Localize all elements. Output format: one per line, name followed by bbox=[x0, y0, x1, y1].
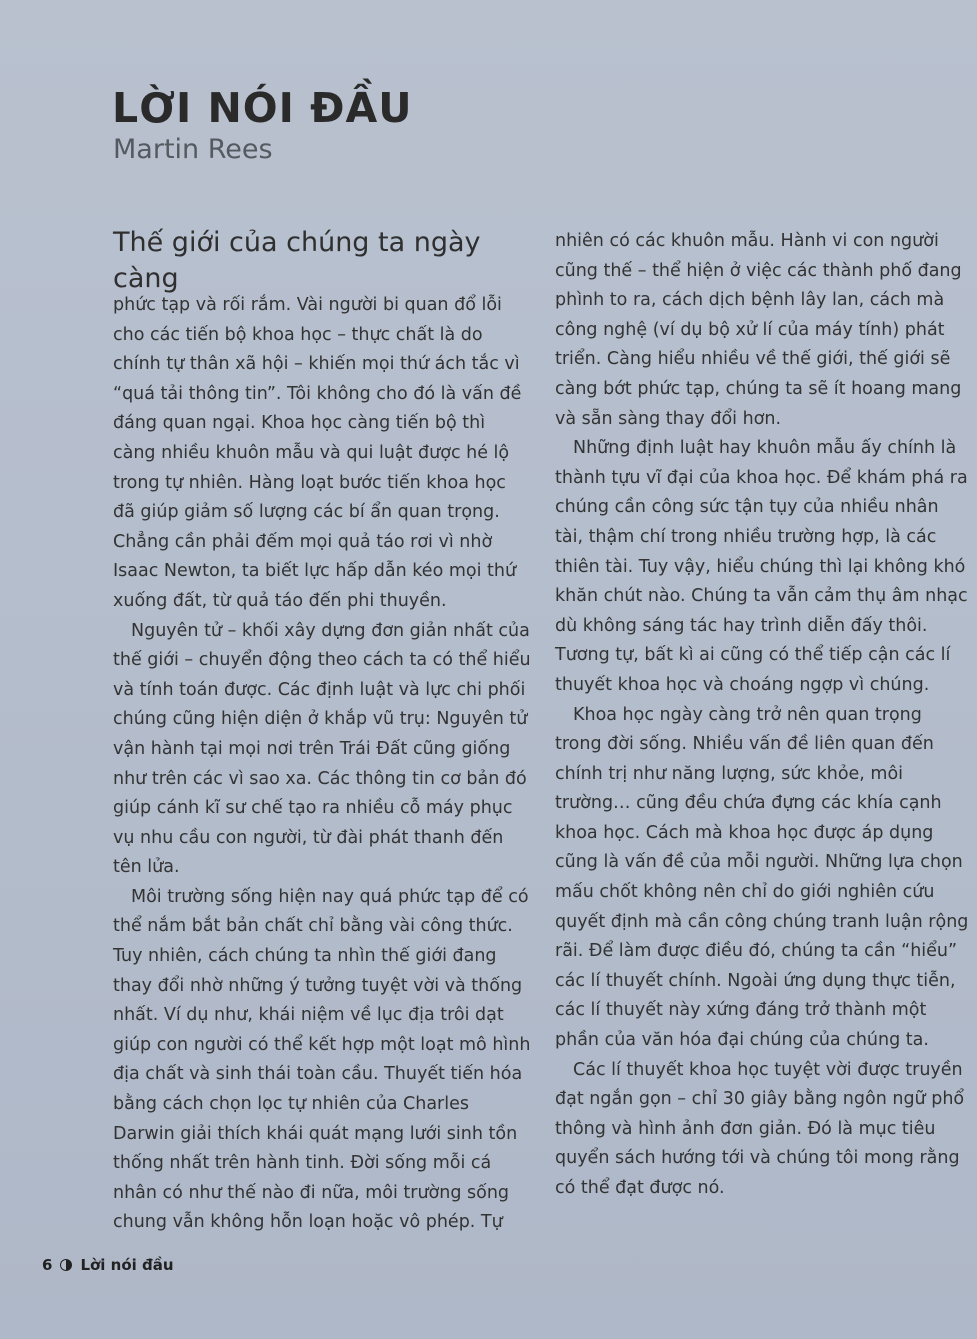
half-moon-icon bbox=[60, 1259, 72, 1271]
paragraph-1 bbox=[113, 225, 533, 617]
page-title: LỜI NÓI ĐẦU bbox=[112, 84, 413, 132]
paragraph-6: Các lí thuyết khoa học tuyệt vời được truyền đạt ngắn gọn – chỉ 30 giây bằng ngôn ngữ phổ thông và hình ảnh đơn giản. Đó là mục tiêu quyển sách hướng tới và chúng tôi mong rằng có thể đạt được nó. bbox=[555, 1059, 965, 1198]
page-number: 6 bbox=[42, 1256, 53, 1274]
page-footer bbox=[42, 1256, 174, 1274]
author-name: Martin Rees bbox=[113, 134, 273, 165]
paragraph-3-continued: nhiên có các khuôn mẫu. Hành vi con người cũng thế – thể hiện ở việc các thành phố đang phình to ra, cách dịch bệnh lây lan, cách mà công nghệ (ví dụ bộ xử lí của máy tính) phát triển. Càng hiểu nhiều về thế giới, thế giới sẽ càng bớt phức tạp, chúng ta sẽ ít hoang mang và sẵn sàng thay đổi hơn. bbox=[555, 231, 962, 429]
text-column-right bbox=[555, 227, 970, 1204]
text-column-left bbox=[113, 225, 533, 1238]
paragraph-1-rest: phức tạp và rối rắm. Vài người bi quan đổ lỗi cho các tiến bộ khoa học – thực chất là do chính tự thân xã hội – khiến mọi thứ ách tắc vì “quá tải thông tin”. Tôi không cho đó là vấn đề đáng quan ngại. Khoa học càng tiến bộ thì càng nhiều khuôn mẫu và qui luật được hé lộ trong tự nhiên. Hàng loạt bước tiến khoa học đã giúp giảm số lượng các bí ẩn quan trọng. Chẳng cần phải đếm mọi quả táo rơi vì nhờ Isaac Newton, ta biết lực hấp dẫn kéo mọi thứ xuống đất, từ quả táo đến phi thuyền. bbox=[113, 295, 522, 611]
lead-text: Thế giới của chúng ta ngày càng bbox=[113, 227, 481, 294]
paragraph-5: Khoa học ngày càng trở nên quan trọng trong đời sống. Nhiều vấn đề liên quan đến chính trị như năng lượng, sức khỏe, môi trường… cũng đều chứa đựng các khía cạnh khoa học. Cách mà khoa học được áp dụng cũng là vấn đề của mỗi người. Những lựa chọn mấu chốt không nên chỉ do giới nghiên cứu quyết định mà cần công chúng tranh luận rộng rãi. Để làm được điều đó, chúng ta cần “hiểu” các lí thuyết chính. Ngoài ứng dụng thực tiễn, các lí thuyết này xứng đáng trở thành một phần của văn hóa đại chúng của chúng ta. bbox=[555, 704, 969, 1051]
paragraph-2: Nguyên tử – khối xây dựng đơn giản nhất của thế giới – chuyển động theo cách ta có thể hiểu và tính toán được. Các định luật và lực chi phối chúng cũng hiện diện ở khắp vũ trụ: Nguyên tử vận hành tại mọi nơi trên Trái Đất cũng giống như trên các vì sao xa. Các thông tin cơ bản đó giúp cánh kĩ sư chế tạo ra nhiều cỗ máy phục vụ nhu cầu con người, từ đài phát thanh đến tên lửa. bbox=[113, 620, 531, 878]
paragraph-3: Môi trường sống hiện nay quá phức tạp để có thể nắm bắt bản chất chỉ bằng vài công thức. Tuy nhiên, cách chúng ta nhìn thế giới đang thay đổi nhờ những ý tưởng tuyệt vời và thống nhất. Ví dụ như, khái niệm về lục địa trôi dạt giúp con người có thể kết hợp một loạt mô hình địa chất và sinh thái toàn cầu. Thuyết tiến hóa bằng cách chọn lọc tự nhiên của Charles Darwin giải thích khái quát mạng lưới sinh tồn thống nhất trên hành tinh. Đời sống mỗi cá nhân có như thế nào đi nữa, môi trường sống chung vẫn không hỗn loạn hoặc vô phép. Tự bbox=[113, 886, 531, 1233]
paragraph-4: Những định luật hay khuôn mẫu ấy chính là thành tựu vĩ đại của khoa học. Để khám phá ra chúng cần công sức tận tụy của nhiều nhân tài, thậm chí trong nhiều trường hợp, là các thiên tài. Tuy vậy, hiểu chúng thì lại không khó khăn chút nào. Chúng ta vẫn cảm thụ âm nhạc dù không sáng tác hay trình diễn đấy thôi. Tương tự, bất kì ai cũng có thể tiếp cận các lí thuyết khoa học và choáng ngợp vì chúng. bbox=[555, 438, 968, 695]
footer-section-title: Lời nói đầu bbox=[80, 1256, 174, 1274]
